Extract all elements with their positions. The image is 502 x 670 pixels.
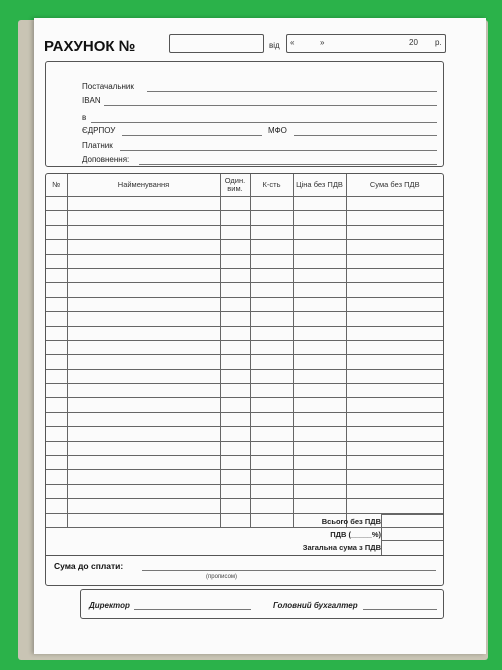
col-header-unit: Один. вим. — [220, 174, 250, 197]
table-cell[interactable] — [293, 326, 346, 340]
table-cell[interactable] — [293, 427, 346, 441]
table-cell[interactable] — [346, 211, 443, 225]
col-header-price: Ціна без ПДВ — [293, 174, 346, 197]
table-cell[interactable] — [46, 441, 67, 455]
table-row — [46, 384, 443, 398]
table-cell[interactable] — [293, 398, 346, 412]
table-cell[interactable] — [346, 441, 443, 455]
table-cell[interactable] — [293, 484, 346, 498]
table-cell[interactable] — [67, 297, 220, 311]
table-cell[interactable] — [346, 326, 443, 340]
table-cell[interactable] — [46, 326, 67, 340]
table-cell[interactable] — [46, 197, 67, 211]
table-cell[interactable] — [67, 398, 220, 412]
table-cell[interactable] — [346, 283, 443, 297]
table-cell[interactable] — [46, 355, 67, 369]
table-header-row — [46, 174, 443, 197]
table-cell[interactable] — [220, 240, 250, 254]
table-cell[interactable] — [293, 340, 346, 354]
addendum-line[interactable] — [46, 155, 443, 167]
table-cell[interactable] — [46, 268, 67, 282]
table-cell[interactable] — [346, 412, 443, 426]
table-row — [46, 499, 443, 513]
table-cell[interactable] — [293, 355, 346, 369]
table-cell[interactable] — [220, 456, 250, 470]
table-cell[interactable] — [67, 340, 220, 354]
table-cell[interactable] — [67, 268, 220, 282]
payment-block — [46, 555, 443, 586]
table-row — [46, 427, 443, 441]
table-row — [46, 441, 443, 455]
table-cell[interactable] — [346, 384, 443, 398]
table-cell[interactable] — [67, 441, 220, 455]
table-cell[interactable] — [46, 412, 67, 426]
table-cell[interactable] — [293, 456, 346, 470]
date-quote-open: « — [290, 38, 295, 47]
table-cell[interactable] — [346, 470, 443, 484]
table-cell[interactable] — [67, 197, 220, 211]
table-cell[interactable] — [293, 268, 346, 282]
table-cell[interactable] — [67, 369, 220, 383]
table-cell[interactable] — [220, 225, 250, 239]
table-cell[interactable] — [250, 484, 293, 498]
table-cell[interactable] — [220, 427, 250, 441]
table-cell[interactable] — [220, 197, 250, 211]
table-cell[interactable] — [250, 384, 293, 398]
table-cell[interactable] — [46, 427, 67, 441]
table-cell[interactable] — [346, 355, 443, 369]
table-cell[interactable] — [293, 312, 346, 326]
table-cell[interactable] — [46, 456, 67, 470]
table-row — [46, 225, 443, 239]
items-table — [46, 174, 443, 528]
table-cell[interactable] — [250, 427, 293, 441]
table-cell[interactable] — [250, 326, 293, 340]
table-cell[interactable] — [346, 268, 443, 282]
table-cell[interactable] — [220, 441, 250, 455]
table-cell[interactable] — [250, 340, 293, 354]
invoice-date-field[interactable] — [286, 34, 446, 53]
accountant-signature-line[interactable] — [363, 609, 437, 610]
table-cell[interactable] — [220, 412, 250, 426]
table-cell[interactable] — [346, 398, 443, 412]
table-row — [46, 197, 443, 211]
table-cell[interactable] — [293, 254, 346, 268]
table-cell[interactable] — [346, 197, 443, 211]
director-label: Директор — [89, 601, 130, 610]
table-cell[interactable] — [293, 240, 346, 254]
table-cell[interactable] — [293, 369, 346, 383]
table-cell[interactable] — [46, 254, 67, 268]
table-cell[interactable] — [293, 384, 346, 398]
table-cell[interactable] — [67, 240, 220, 254]
table-cell[interactable] — [293, 297, 346, 311]
table-cell[interactable] — [46, 283, 67, 297]
table-cell[interactable] — [293, 197, 346, 211]
col-header-number: № — [46, 174, 67, 197]
table-cell[interactable] — [46, 211, 67, 225]
supplier-label: Постачальник — [82, 82, 134, 91]
total-without-vat-cell[interactable] — [381, 514, 444, 527]
mfo-label: МФО — [268, 126, 287, 135]
table-cell[interactable] — [346, 240, 443, 254]
table-row — [46, 240, 443, 254]
table-cell[interactable] — [250, 412, 293, 426]
table-cell[interactable] — [67, 312, 220, 326]
totals-block — [46, 514, 443, 554]
table-cell[interactable] — [46, 312, 67, 326]
table-cell[interactable] — [67, 456, 220, 470]
table-cell[interactable] — [250, 470, 293, 484]
table-cell[interactable] — [46, 297, 67, 311]
table-cell[interactable] — [250, 240, 293, 254]
items-table-box — [45, 173, 444, 586]
table-cell[interactable] — [220, 268, 250, 282]
table-cell[interactable] — [250, 456, 293, 470]
table-cell[interactable] — [67, 499, 220, 513]
table-cell[interactable] — [250, 355, 293, 369]
invoice-header — [44, 38, 444, 58]
table-cell[interactable] — [67, 484, 220, 498]
table-cell[interactable] — [46, 384, 67, 398]
table-cell[interactable] — [67, 254, 220, 268]
table-cell[interactable] — [67, 470, 220, 484]
table-row — [46, 211, 443, 225]
parties-details-box — [45, 61, 444, 167]
addendum-label: Доповнення: — [82, 155, 130, 164]
table-cell[interactable] — [46, 484, 67, 498]
table-row — [46, 268, 443, 282]
table-cell[interactable] — [220, 369, 250, 383]
table-cell[interactable] — [46, 340, 67, 354]
accountant-label: Головний бухгалтер — [273, 601, 358, 610]
col-header-quantity: К-сть — [250, 174, 293, 197]
table-cell[interactable] — [46, 398, 67, 412]
table-cell[interactable] — [250, 283, 293, 297]
table-cell[interactable] — [220, 384, 250, 398]
edrpou-label: ЄДРПОУ — [82, 126, 116, 135]
table-cell[interactable] — [250, 268, 293, 282]
table-cell[interactable] — [220, 470, 250, 484]
table-cell[interactable] — [220, 283, 250, 297]
date-from-label: від — [269, 41, 280, 50]
vat-label: ПДВ (_____%) — [330, 530, 381, 539]
table-cell[interactable] — [293, 441, 346, 455]
table-row — [46, 456, 443, 470]
table-cell[interactable] — [346, 456, 443, 470]
payment-amount-line[interactable] — [142, 570, 436, 571]
table-cell[interactable] — [250, 225, 293, 239]
table-cell[interactable] — [46, 470, 67, 484]
signatures-box — [80, 589, 444, 619]
table-cell[interactable] — [67, 326, 220, 340]
table-row — [46, 398, 443, 412]
table-cell[interactable] — [67, 412, 220, 426]
table-cell[interactable] — [220, 398, 250, 412]
table-cell[interactable] — [220, 484, 250, 498]
table-row — [46, 312, 443, 326]
table-cell[interactable] — [293, 412, 346, 426]
director-signature-line[interactable] — [134, 609, 251, 610]
table-cell[interactable] — [293, 470, 346, 484]
table-cell[interactable] — [67, 384, 220, 398]
table-cell[interactable] — [293, 211, 346, 225]
edrpou-mfo-line[interactable] — [46, 126, 443, 138]
date-year-prefix: 20 — [409, 38, 418, 47]
table-cell[interactable] — [250, 499, 293, 513]
total-with-vat-label: Загальна сума з ПДВ — [302, 543, 381, 552]
table-cell[interactable] — [250, 312, 293, 326]
payer-label: Платник — [82, 141, 113, 150]
table-cell[interactable] — [250, 441, 293, 455]
table-cell[interactable] — [346, 499, 443, 513]
table-cell[interactable] — [220, 254, 250, 268]
table-cell[interactable] — [220, 355, 250, 369]
iban-label: IBAN — [82, 96, 101, 105]
table-cell[interactable] — [220, 297, 250, 311]
table-cell[interactable] — [220, 499, 250, 513]
bank-label: в — [82, 113, 87, 122]
table-row — [46, 254, 443, 268]
table-cell[interactable] — [220, 340, 250, 354]
invoice-number-field[interactable] — [169, 34, 264, 53]
table-cell[interactable] — [67, 225, 220, 239]
table-row — [46, 369, 443, 383]
table-cell[interactable] — [46, 369, 67, 383]
table-row — [46, 297, 443, 311]
table-cell[interactable] — [250, 197, 293, 211]
col-header-sum: Сума без ПДВ — [346, 174, 443, 197]
invoice-title: РАХУНОК № — [44, 38, 136, 55]
table-row — [46, 340, 443, 354]
iban-line[interactable] — [46, 96, 443, 108]
table-cell[interactable] — [250, 211, 293, 225]
supplier-line[interactable] — [46, 82, 443, 94]
table-cell[interactable] — [346, 340, 443, 354]
table-cell[interactable] — [67, 283, 220, 297]
table-cell[interactable] — [346, 297, 443, 311]
table-cell[interactable] — [346, 254, 443, 268]
vat-cell[interactable] — [381, 527, 444, 540]
table-cell[interactable] — [67, 427, 220, 441]
payer-line[interactable] — [46, 141, 443, 153]
total-without-vat-label: Всього без ПДВ — [321, 517, 381, 526]
table-cell[interactable] — [293, 499, 346, 513]
table-cell[interactable] — [346, 427, 443, 441]
bank-line[interactable] — [46, 113, 443, 125]
table-row — [46, 470, 443, 484]
table-row — [46, 326, 443, 340]
table-cell[interactable] — [346, 369, 443, 383]
table-cell[interactable] — [46, 225, 67, 239]
payment-label: Сума до сплати: — [54, 561, 124, 571]
table-cell[interactable] — [293, 283, 346, 297]
table-row — [46, 412, 443, 426]
table-cell[interactable] — [346, 312, 443, 326]
table-cell[interactable] — [46, 499, 67, 513]
table-cell[interactable] — [250, 297, 293, 311]
table-cell[interactable] — [250, 398, 293, 412]
table-cell[interactable] — [220, 211, 250, 225]
table-row — [46, 283, 443, 297]
table-row — [46, 484, 443, 498]
table-row — [46, 355, 443, 369]
table-cell[interactable] — [346, 225, 443, 239]
total-with-vat-cell[interactable] — [381, 540, 444, 555]
table-cell[interactable] — [220, 312, 250, 326]
date-year-suffix: р. — [435, 38, 442, 47]
table-cell[interactable] — [67, 355, 220, 369]
table-cell[interactable] — [346, 484, 443, 498]
col-header-name: Найменування — [67, 174, 220, 197]
date-quote-close: » — [320, 38, 325, 47]
table-cell[interactable] — [250, 369, 293, 383]
table-cell[interactable] — [46, 240, 67, 254]
table-cell[interactable] — [220, 326, 250, 340]
table-cell[interactable] — [250, 254, 293, 268]
table-cell[interactable] — [293, 225, 346, 239]
payment-hint: (прописом) — [206, 574, 238, 580]
table-cell[interactable] — [67, 211, 220, 225]
